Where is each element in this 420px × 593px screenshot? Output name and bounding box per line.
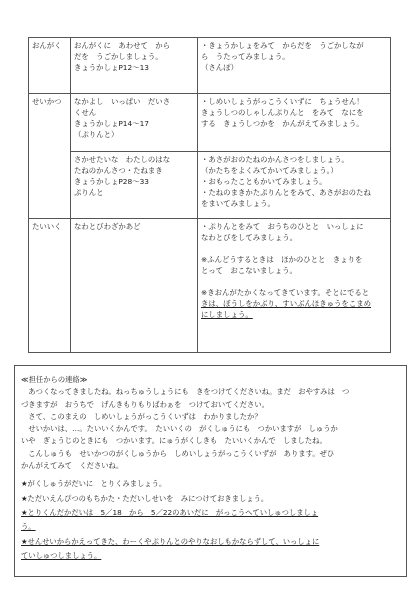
unit-line: ぷりんと [74, 188, 104, 197]
task-line: ・ぷりんとをみて おうちのひとと いっしょに [201, 222, 364, 231]
task-line: ・たねのまきかたぷりんとをみて、あさがおのたね [201, 188, 371, 197]
task-line: ・おもったこともかいてみましょう。 [201, 177, 327, 186]
notice-title: ≪担任からの連絡≫ [21, 375, 88, 384]
task-line: ・しめいしょうがっこうくいずに ちょうせん！ [201, 97, 364, 106]
task-line: きょうしつのしゃしんぷりんと をみて なにを [201, 108, 364, 117]
subject-cell [29, 219, 71, 353]
teacher-notice [14, 365, 407, 577]
unit-cell [71, 94, 198, 152]
task-line: ※ふんどうするときは ほかのひとと きょりを [201, 255, 363, 264]
notice-line: せいかいは、…。たいいくかんです。 たいいくの がくしゅうにも つかいますが しゅうか [21, 424, 338, 434]
task-line: する きょうしつかを かんがえてみましょう。 [201, 119, 364, 128]
notice-line: こんしゅうも せいかつのがくしゅうから しめいしょうがっこうくいずが あります。ぜひ [21, 448, 335, 458]
schedule-table [28, 37, 391, 353]
notice-line: いや ぎょうじのときにも つかいます。にゅうがくしきも たいいくかんで しましたね。 [21, 436, 327, 446]
unit-line: きょうかしょP14～17 [74, 119, 150, 128]
unit-line: きょうかしょP12～13 [74, 63, 150, 72]
task-line: ら うたってみましょう。 [201, 52, 290, 61]
notice-item: ★せんせいからかえってきた、わーくやぷりんとのやりなおしもかならずして、いっしょに [21, 536, 320, 546]
unit-line: きょうかしょP28～33 [74, 177, 150, 186]
unit-line: たねのかんさつ・たねまき [74, 166, 163, 175]
unit-line: くせん [74, 108, 97, 117]
schedule-row [29, 152, 391, 219]
task-line: ・あさがおのたねのかんさつをしましょう。 [201, 155, 349, 164]
unit-cell [71, 152, 198, 219]
task-line: にしましょう。 [201, 310, 253, 319]
task-line [201, 276, 387, 287]
unit-line: なわとびわざかあど [74, 222, 141, 231]
task-cell [198, 94, 391, 152]
schedule-row [29, 94, 391, 152]
unit-cell [71, 219, 198, 353]
notice-line: かんがえてみて くださいね。 [21, 461, 124, 471]
unit-line: おんがくに あわせて から [74, 41, 171, 50]
task-line: なわとびをしてみましょう。 [201, 233, 298, 242]
notice-item: ★とりくんだかだいは 5／18 から 5／22のあいだに がっこうへていしゅつしましょ [21, 507, 319, 517]
task-line: きは、ぼうしをかぶり、すいぶんほきゅうをこまめ [201, 299, 371, 308]
task-line: ※きおんがたかくなってきています。そとにでると [201, 288, 370, 297]
subject-label: たいいく [32, 222, 62, 231]
notice-line: さて、このまえの しめいしょうがっこうくいずは わかりましたか？ [21, 411, 262, 421]
task-line: をまいてみましょう。 [201, 199, 275, 208]
unit-line: なかよし いっぱい だいさ [74, 97, 171, 106]
task-cell [198, 152, 391, 219]
subject-cell [29, 38, 71, 94]
notice-item: ★がくしゅうがだいに とりくみましょう。 [21, 479, 167, 489]
task-line: ・きょうかしょをみて からだを うごかしなが [201, 41, 364, 50]
task-cell [198, 219, 391, 353]
subject-label: おんがく [32, 41, 62, 50]
schedule-row [29, 219, 391, 353]
notice-item: ていしゅつしましょう。 [21, 550, 102, 560]
task-line [201, 243, 387, 254]
notice-items [21, 478, 400, 562]
subject-cell [29, 94, 71, 219]
notice-line: づきますが おうちで げんきもりもりばわぁを つけておいてください。 [21, 399, 269, 409]
notice-line: あつくなってきましたね。ねっちゅうしょうにも きをつけてくださいね。まだ おやすみは つ [21, 387, 350, 397]
task-cell [198, 38, 391, 94]
unit-line: （ぷりんと） [74, 130, 119, 139]
task-line: （さんぽ） [201, 63, 238, 72]
unit-cell [71, 38, 198, 94]
unit-line: だを うごかしましょう。 [74, 52, 163, 61]
task-line: とって おこないましょう。 [201, 266, 297, 275]
schedule-row [29, 38, 391, 94]
task-line: （かたちをよくみてかいてみましょう。） [201, 166, 338, 175]
notice-item: ★ただいえんぴつのもちかた・ただいしせいを みにつけておきましょう。 [21, 493, 269, 503]
notice-item: う。 [21, 522, 36, 532]
notice-paragraphs [21, 386, 400, 472]
unit-line: さかせたいな わたしのはな [74, 155, 171, 164]
subject-label: せいかつ [32, 97, 62, 106]
